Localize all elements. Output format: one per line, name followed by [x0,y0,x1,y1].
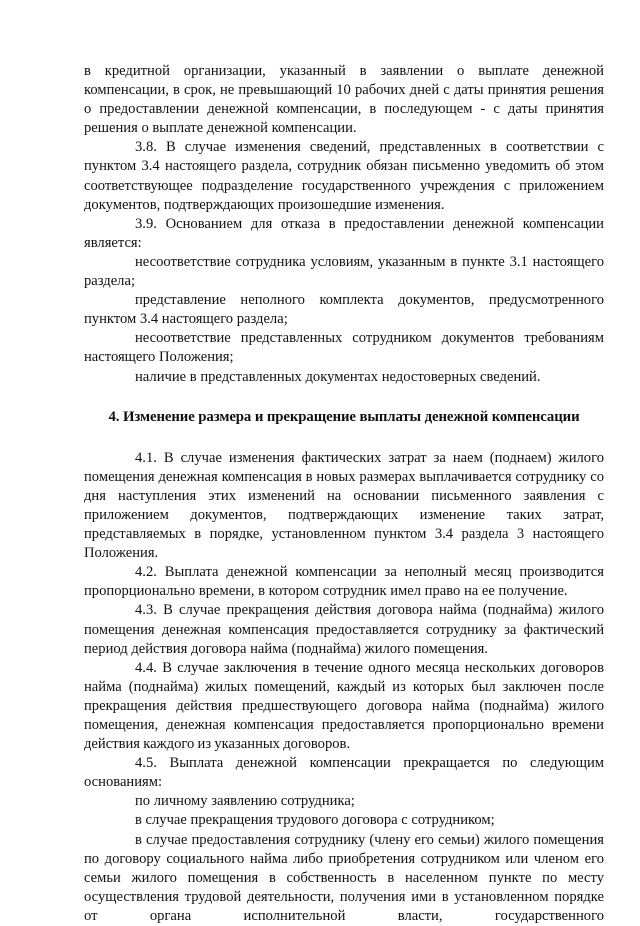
section-4-heading: 4. Изменение размера и прекращение выплаты денежной компенсации [108,408,580,425]
list-item-termination-ground: в случае прекращения трудового договора с сотрудником; [135,812,495,829]
paragraph-3-7-continued: в кредитной организации, указанный в заявлении о выплате денежной компенсации, в срок, не превышающий 10 рабочих дней с даты принятия решения о предоставлении денежной компенсации, в последующем - с даты принятия решения о выплате денежной компенсации. [84,63,604,137]
list-item-refusal-ground: несоответствие сотрудника условиям, указанным в пункте 3.1 настоящего раздела; [84,253,604,290]
list-item-refusal-ground: представление неполного комплекта документов, предусмотренного пунктом 3.4 настоящего раздела; [84,292,604,328]
paragraph-4-3: 4.3. В случае прекращения действия договора найма (поднайма) жилого помещения денежная компенсация предоставляется сотруднику за фактический период действия договора найма (поднайма) жилого помещения. [84,602,604,657]
paragraph-3-9: 3.9. Основанием для отказа в предоставлении денежной компенсации является: [84,215,604,251]
list-item-refusal-ground: наличие в представленных документах недостоверных сведений. [135,368,541,385]
list-item-termination-ground: по личному заявлению сотрудника; [135,793,355,810]
paragraph-4-2: 4.2. Выплата денежной компенсации за неполный месяц производится пропорционально времени, в котором сотрудник имел право на ее получение. [84,564,604,600]
list-item-termination-ground: в случае предоставления сотруднику (члену его семьи) жилого помещения по договору социального найма либо приобретения сотрудником или членом его семьи жилого помещения в собственность в населенном пункте по месту осуществления трудовой деятельности, получения ими в установленном порядке от органа исполнительной власти, государственного [84,831,604,924]
list-item-refusal-ground: несоответствие представленных сотрудником документов требованиям настоящего Положения; [84,330,604,366]
paragraph-4-5: 4.5. Выплата денежной компенсации прекращается по следующим основаниям: [84,755,604,791]
document-page [84,62,604,926]
paragraph-4-1: 4.1. В случае изменения фактических затрат за наем (поднаем) жилого помещения денежная компенсация в новых размерах выплачивается сотруднику со дня наступления этих изменений на основании письменного заявления с приложением документов, подтверждающих изменение таких затрат, представляемых в порядке, установленном пунктом 3.4 раздела 3 настоящего Положения. [84,449,604,562]
paragraph-4-4: 4.4. В случае заключения в течение одного месяца нескольких договоров найма (поднайма) жилых помещений, каждый из которых был заключен после прекращения действия предшествующего договора найма (поднайма) жилого помещения, денежная компенсация предоставляется пропорционально времени действия каждого из указанных договоров. [84,659,604,753]
paragraph-3-8: 3.8. В случае изменения сведений, представленных в соответствии с пунктом 3.4 настоящего раздела, сотрудник обязан письменно уведомить об этом соответствующее подразделение государственного учреждения с приложением документов, подтверждающих произошедшие изменения. [84,139,604,213]
